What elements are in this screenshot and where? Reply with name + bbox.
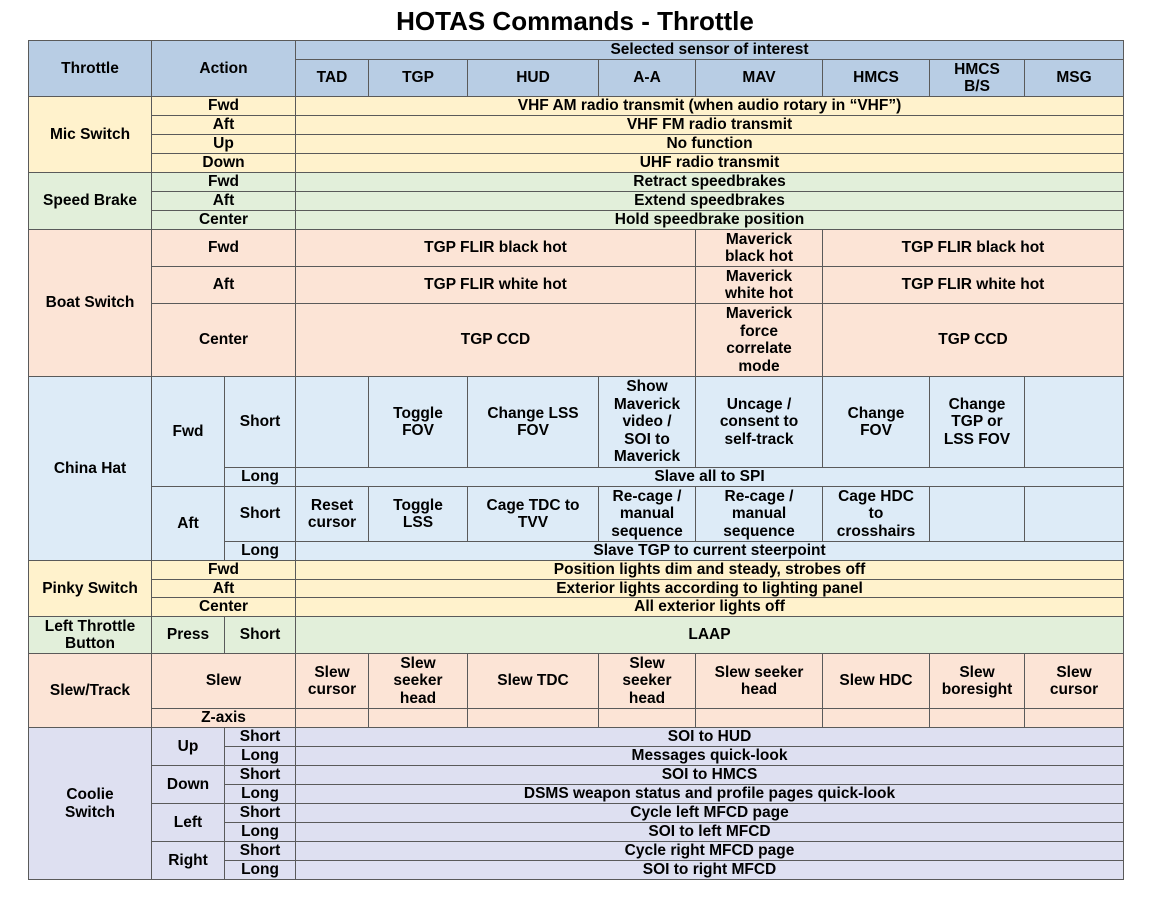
coolie-function: SOI to HUD: [296, 728, 1124, 747]
pinky-action: Aft: [152, 579, 296, 598]
boat-mav-function: Maverick black hot: [696, 230, 823, 267]
china-fwd-short-hud: Change LSS FOV: [468, 377, 599, 468]
speed-brake-function: Extend speedbrakes: [296, 192, 1124, 211]
mic-function: VHF AM radio transmit (when audio rotary in “VHF”): [296, 97, 1124, 116]
speed-brake-action: Center: [152, 211, 296, 230]
china-hat-fwd: Fwd: [152, 377, 225, 487]
header-sensor-msg: MSG: [1025, 60, 1124, 97]
boat-action: Center: [152, 304, 296, 377]
z-axis-hud: [468, 709, 599, 728]
boat-other-function: TGP FLIR white hot: [823, 267, 1124, 304]
coolie-short: Short: [225, 766, 296, 785]
pinky-switch-label: Pinky Switch: [29, 561, 152, 617]
china-aft-short-msg: [1025, 487, 1124, 542]
china-hat-fwd-long: Long: [225, 468, 296, 487]
boat-tgp-function: TGP FLIR white hot: [296, 267, 696, 304]
coolie-long: Long: [225, 747, 296, 766]
mic-action: Down: [152, 154, 296, 173]
header-throttle: Throttle: [29, 41, 152, 97]
z-axis-mav: [696, 709, 823, 728]
coolie-function: Cycle right MFCD page: [296, 842, 1124, 861]
header-sensor-hud: HUD: [468, 60, 599, 97]
coolie-long: Long: [225, 861, 296, 880]
mic-function: VHF FM radio transmit: [296, 116, 1124, 135]
mic-switch-label: Mic Switch: [29, 97, 152, 173]
china-aft-short-tgp: Toggle LSS: [369, 487, 468, 542]
china-aft-short-tad: Reset cursor: [296, 487, 369, 542]
china-fwd-short-tad: [296, 377, 369, 468]
coolie-function: DSMS weapon status and profile pages quick-look: [296, 785, 1124, 804]
china-fwd-short-tgp: Toggle FOV: [369, 377, 468, 468]
z-axis-tad: [296, 709, 369, 728]
mic-action: Fwd: [152, 97, 296, 116]
slew-mav: Slew seeker head: [696, 654, 823, 709]
slew-msg: Slew cursor: [1025, 654, 1124, 709]
left-throttle-button-label: Left Throttle Button: [29, 617, 152, 654]
mic-function: No function: [296, 135, 1124, 154]
z-axis-tgp: [369, 709, 468, 728]
coolie-long: Long: [225, 785, 296, 804]
pinky-function: All exterior lights off: [296, 598, 1124, 617]
coolie-function: Messages quick-look: [296, 747, 1124, 766]
boat-action: Aft: [152, 267, 296, 304]
header-sensor-hmcs-bs: HMCS B/S: [930, 60, 1025, 97]
header-sensor-a-a: A-A: [599, 60, 696, 97]
speed-brake-function: Hold speedbrake position: [296, 211, 1124, 230]
header-sensor-hmcs: HMCS: [823, 60, 930, 97]
z-axis-a-a: [599, 709, 696, 728]
hotas-throttle-table: [28, 40, 1124, 880]
header-sensor-mav: MAV: [696, 60, 823, 97]
coolie-direction: Right: [152, 842, 225, 880]
boat-mav-function: Maverick force correlate mode: [696, 304, 823, 377]
coolie-direction: Left: [152, 804, 225, 842]
header-sensor-tad: TAD: [296, 60, 369, 97]
speed-brake-action: Aft: [152, 192, 296, 211]
coolie-function: SOI to HMCS: [296, 766, 1124, 785]
mic-action: Up: [152, 135, 296, 154]
header-sensor-tgp: TGP: [369, 60, 468, 97]
page-title: HOTAS Commands - Throttle: [396, 6, 754, 36]
pinky-action: Fwd: [152, 561, 296, 580]
speed-brake-action: Fwd: [152, 173, 296, 192]
boat-mav-function: Maverick white hot: [696, 267, 823, 304]
left-throttle-press: Press: [152, 617, 225, 654]
slew-hud: Slew TDC: [468, 654, 599, 709]
left-throttle-function: LAAP: [296, 617, 1124, 654]
z-axis-hmcs-bs: [930, 709, 1025, 728]
china-aft-long-function: Slave TGP to current steerpoint: [296, 542, 1124, 561]
slew-hmcs: Slew HDC: [823, 654, 930, 709]
china-hat-label: China Hat: [29, 377, 152, 561]
china-fwd-long-function: Slave all to SPI: [296, 468, 1124, 487]
china-fwd-short-hmcs-bs: Change TGP or LSS FOV: [930, 377, 1025, 468]
china-hat-aft-short: Short: [225, 487, 296, 542]
china-hat-aft-long: Long: [225, 542, 296, 561]
pinky-function: Exterior lights according to lighting panel: [296, 579, 1124, 598]
china-aft-short-hud: Cage TDC to TVV: [468, 487, 599, 542]
slew-action: Slew: [152, 654, 296, 709]
mic-function: UHF radio transmit: [296, 154, 1124, 173]
coolie-function: SOI to right MFCD: [296, 861, 1124, 880]
speed-brake-function: Retract speedbrakes: [296, 173, 1124, 192]
coolie-switch-label: Coolie Switch: [29, 728, 152, 880]
coolie-short: Short: [225, 728, 296, 747]
slew-hmcs-bs: Slew boresight: [930, 654, 1025, 709]
china-fwd-short-mav: Uncage / consent to self-track: [696, 377, 823, 468]
header-action: Action: [152, 41, 296, 97]
slew-track-label: Slew/Track: [29, 654, 152, 728]
coolie-function: SOI to left MFCD: [296, 823, 1124, 842]
slew-tgp: Slew seeker head: [369, 654, 468, 709]
china-aft-short-a-a: Re-cage / manual sequence: [599, 487, 696, 542]
z-axis-hmcs: [823, 709, 930, 728]
slew-a-a: Slew seeker head: [599, 654, 696, 709]
boat-other-function: TGP FLIR black hot: [823, 230, 1124, 267]
boat-switch-label: Boat Switch: [29, 230, 152, 377]
coolie-function: Cycle left MFCD page: [296, 804, 1124, 823]
left-throttle-short: Short: [225, 617, 296, 654]
boat-tgp-function: TGP FLIR black hot: [296, 230, 696, 267]
china-hat-aft: Aft: [152, 487, 225, 561]
china-aft-short-hmcs-bs: [930, 487, 1025, 542]
header-sensor-group: Selected sensor of interest: [296, 41, 1124, 60]
boat-tgp-function: TGP CCD: [296, 304, 696, 377]
pinky-function: Position lights dim and steady, strobes off: [296, 561, 1124, 580]
boat-other-function: TGP CCD: [823, 304, 1124, 377]
china-fwd-short-hmcs: Change FOV: [823, 377, 930, 468]
speed-brake-label: Speed Brake: [29, 173, 152, 230]
china-aft-short-hmcs: Cage HDC to crosshairs: [823, 487, 930, 542]
slew-z-axis: Z-axis: [152, 709, 296, 728]
coolie-short: Short: [225, 842, 296, 861]
coolie-direction: Up: [152, 728, 225, 766]
slew-tad: Slew cursor: [296, 654, 369, 709]
coolie-direction: Down: [152, 766, 225, 804]
boat-action: Fwd: [152, 230, 296, 267]
z-axis-msg: [1025, 709, 1124, 728]
china-hat-fwd-short: Short: [225, 377, 296, 468]
pinky-action: Center: [152, 598, 296, 617]
china-fwd-short-a-a: Show Maverick video / SOI to Maverick: [599, 377, 696, 468]
china-aft-short-mav: Re-cage / manual sequence: [696, 487, 823, 542]
coolie-short: Short: [225, 804, 296, 823]
coolie-long: Long: [225, 823, 296, 842]
china-fwd-short-msg: [1025, 377, 1124, 468]
mic-action: Aft: [152, 116, 296, 135]
